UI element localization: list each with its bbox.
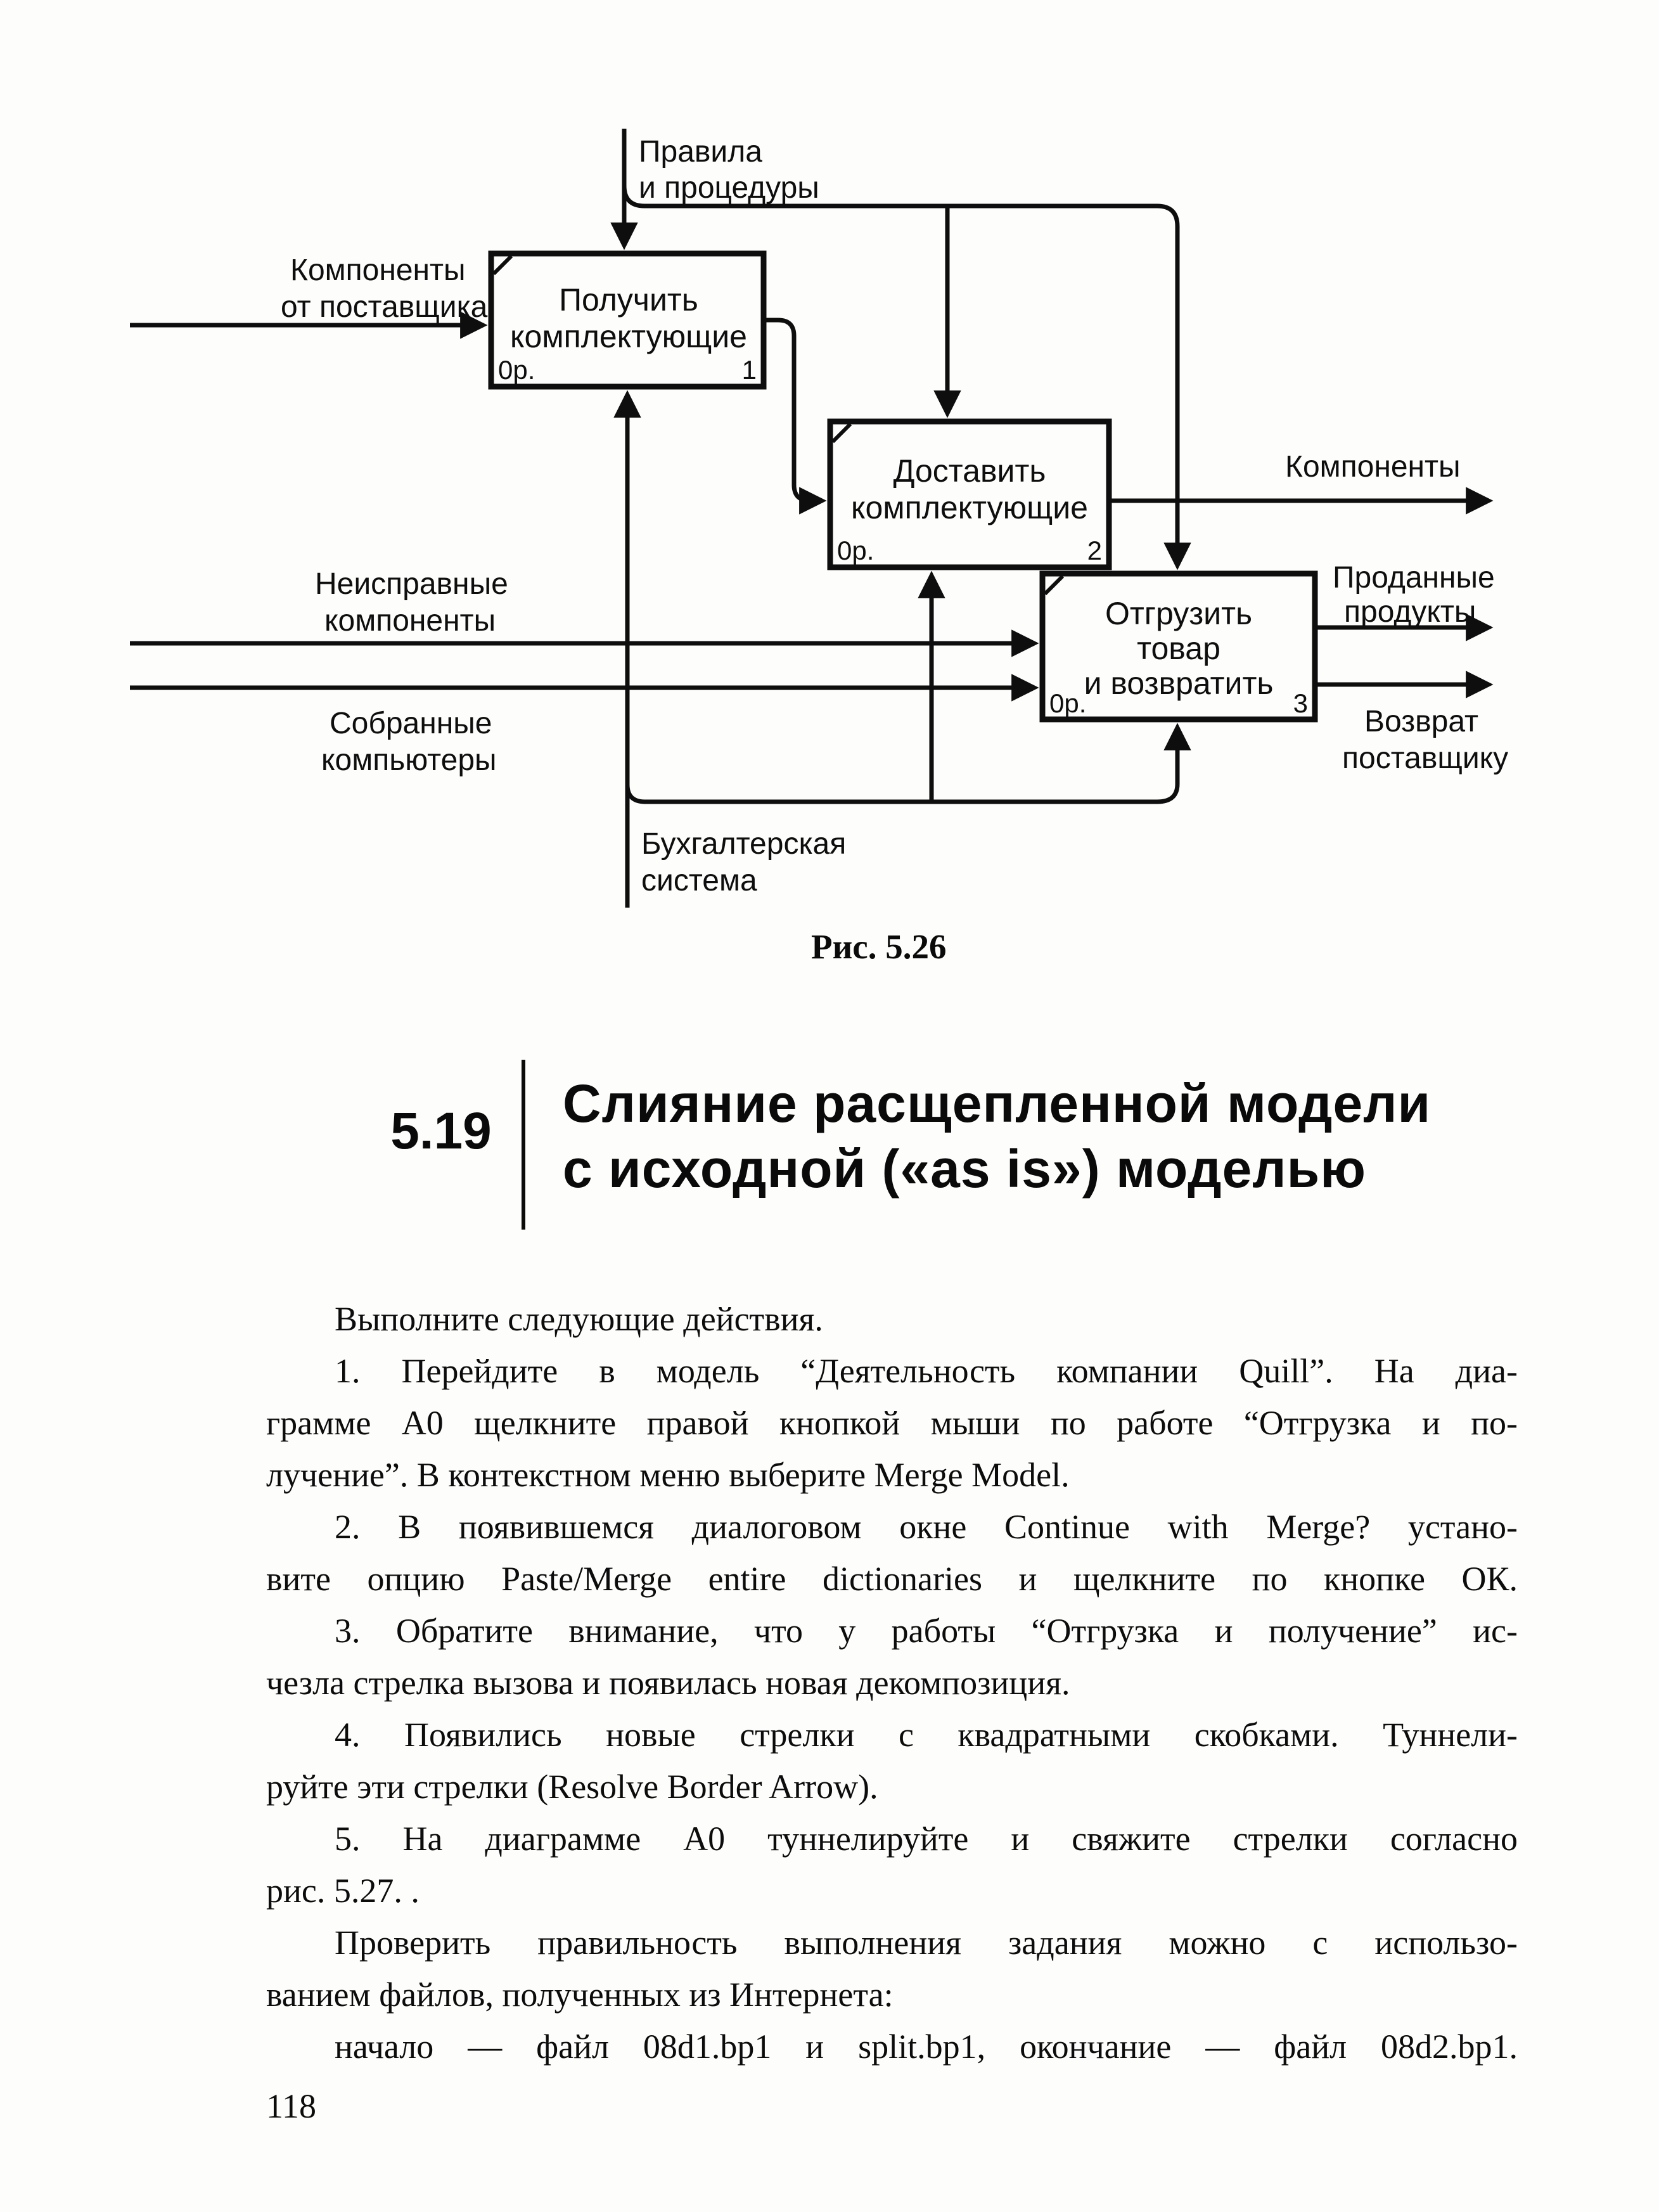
label-accounting-line1: Бухгалтерская <box>641 827 847 861</box>
body-line: 5. На диаграмме А0 туннелируйте и свяжите стрелки согласно <box>335 1820 1518 1858</box>
label-sold-line2: продукты <box>1344 595 1476 629</box>
label-sold-line1: Проданные <box>1333 561 1495 595</box>
body-line: Выполните следующие действия. <box>335 1300 823 1338</box>
body-line: начало — файл 08d1.bp1 и split.bp1, окончание — файл 08d2.bp1. <box>335 2028 1518 2066</box>
body-line: лучение”. В контекстном меню выберите Merge Model. <box>266 1456 1070 1494</box>
label-return-line1: Возврат <box>1364 705 1478 738</box>
box1-title-line1: Получить <box>559 282 698 318</box>
box3-title-line1: Отгрузить <box>1105 596 1253 631</box>
label-assembled-line2: компьютеры <box>321 743 497 777</box>
label-assembled-line1: Собранные <box>330 707 492 740</box>
body-line: руйте эти стрелки (Resolve Border Arrow). <box>266 1768 878 1806</box>
label-faulty-line2: компоненты <box>324 604 496 638</box>
box2-number: 2 <box>1087 536 1102 565</box>
body-line: 3. Обратите внимание, что у работы “Отгрузка и получение” ис- <box>335 1612 1518 1650</box>
box1-title-line2: комплектующие <box>510 319 747 354</box>
arrow-accounting-to-box3 <box>627 727 1177 802</box>
body-line: вите опцию Paste/Merge entire dictionaries и щелкните по кнопке ОК. <box>266 1560 1518 1598</box>
label-rules-line2: и процедуры <box>639 171 819 205</box>
label-components-supplier-line1: Компоненты <box>290 254 466 287</box>
box3-title-line2: товар <box>1137 631 1220 666</box>
label-components-out: Компоненты <box>1285 450 1461 484</box>
body-line: рис. 5.27. . <box>266 1872 420 1910</box>
body-line: грамме А0 щелкните правой кнопкой мыши по работе “Отгрузка и по- <box>266 1404 1518 1442</box>
section-title <box>563 1071 1589 1202</box>
box2-title-line2: комплектующие <box>851 490 1088 525</box>
box3-title-line3: и возвратить <box>1084 666 1274 701</box>
body-line: 1. Перейдите в модель “Деятельность компании Quill”. На диа- <box>335 1352 1518 1390</box>
box2-cost: 0р. <box>837 536 874 565</box>
section-divider-rule <box>522 1060 525 1230</box>
body-line: 4. Появились новые стрелки с квадратными скобками. Туннели- <box>335 1716 1518 1754</box>
idef0-diagram <box>0 0 1659 1014</box>
section-title-line2: с исходной («as is») моделью <box>563 1139 1367 1199</box>
figure-caption: Рис. 5.26 <box>811 927 947 966</box>
label-rules-line1: Правила <box>639 135 762 169</box>
body-line: Проверить правильность выполнения задания можно с использо- <box>335 1924 1518 1962</box>
arrow-box1-to-box2 <box>764 320 823 501</box>
box3-cost: 0р. <box>1049 688 1087 718</box>
box3-number: 3 <box>1293 688 1308 718</box>
label-faulty-line1: Неисправные <box>315 567 508 601</box>
body-line: ванием файлов, полученных из Интернета: <box>266 1976 894 2014</box>
section-title-line1: Слияние расщепленной модели <box>563 1074 1432 1133</box>
label-components-supplier-line2: от поставщика <box>281 290 488 324</box>
box1-cost: 0р. <box>498 355 535 385</box>
body-text <box>266 1293 1518 2073</box>
label-accounting-line2: система <box>641 864 757 897</box>
box1-number: 1 <box>741 355 757 385</box>
body-line: 2. В появившемся диалоговом окне Continue with Merge? устано- <box>335 1508 1518 1546</box>
label-return-line2: поставщику <box>1342 742 1509 775</box>
section-number: 5.19 <box>390 1102 492 1160</box>
page-number: 118 <box>266 2087 316 2125</box>
box2-title-line1: Доставить <box>893 453 1046 489</box>
body-line: чезла стрелка вызова и появилась новая декомпозиция. <box>266 1664 1070 1702</box>
